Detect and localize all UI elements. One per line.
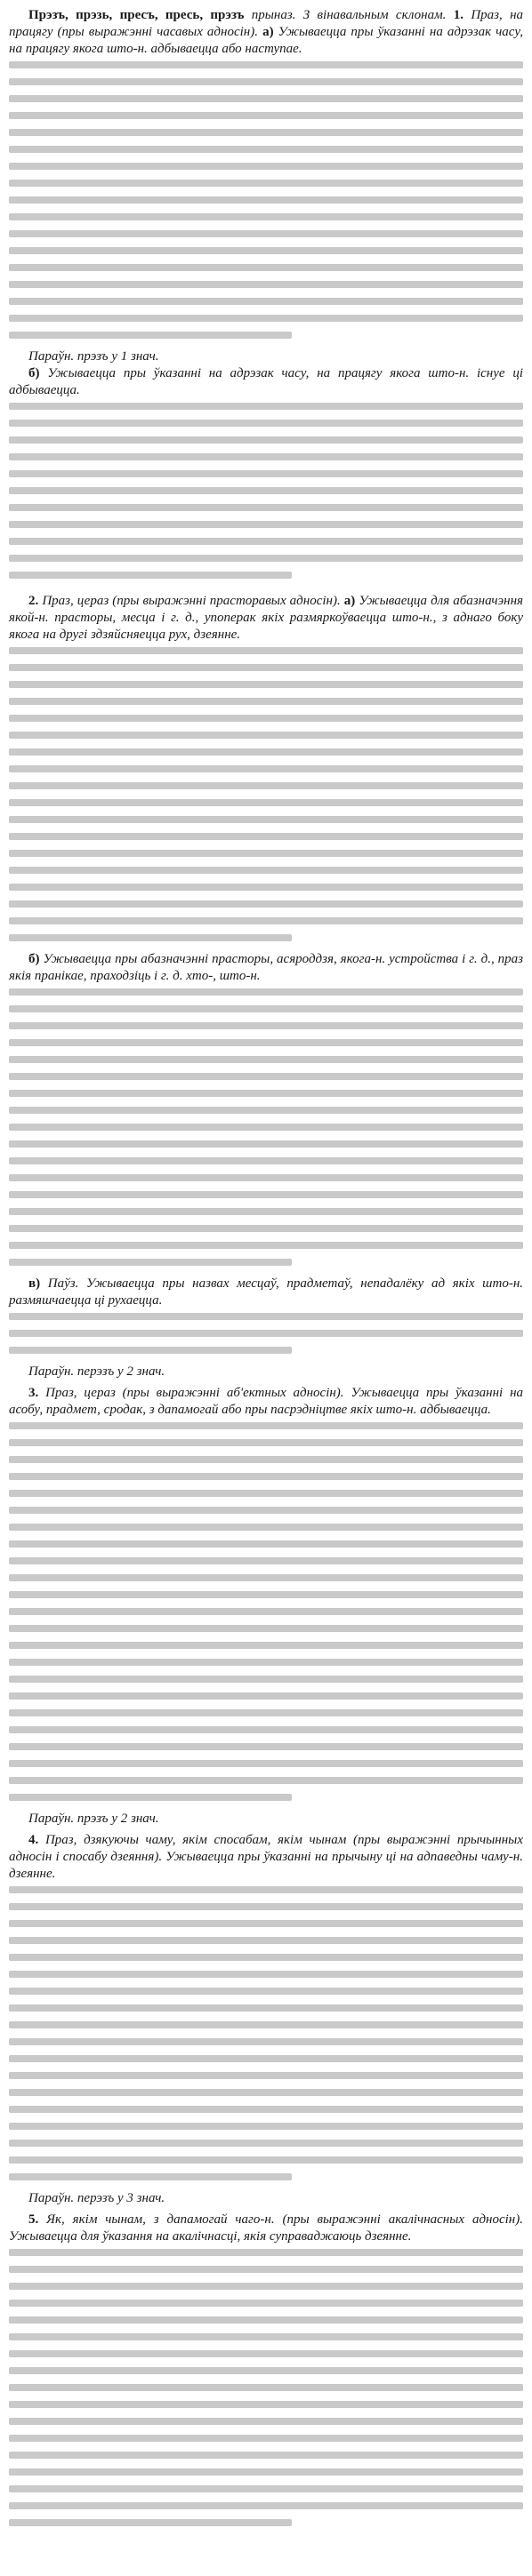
sense-2c-usage: Паўз. Ужываецца пры назвах месцаў, прадметаў, непадалёку ад якіх што-н. размяшчаецца ці рухаецца. [9, 1276, 524, 1308]
sense-4 [9, 1832, 523, 1883]
sense-3 [9, 1385, 523, 1419]
sense-5-number: 5. [28, 2212, 39, 2227]
sense-2b-label: б) [28, 952, 40, 966]
sense-1b-usage: Ужываецца пры ўказанні на адрэзак часу, на працягу якога што-н. існуе ці адбываецца. [9, 366, 524, 397]
sense-3-citations [9, 1422, 523, 1801]
sense-3-gloss: Праз, цераз (пры выражэнні аб'ектных адносін). [45, 1386, 344, 1400]
meta-line-4: Параўн. перэзъ у 3 знач. [28, 2191, 165, 2205]
sense-5 [9, 2212, 523, 2245]
sense-1b-label: б) [28, 366, 40, 380]
sense-2c-citations [9, 1313, 523, 1354]
entry-heading [9, 7, 523, 58]
case-note: З вінавальным склонам. [302, 8, 447, 22]
sense-2c [9, 1276, 523, 1309]
meta-line-3: Параўн. прэзъ у 2 знач. [28, 1812, 159, 1826]
headword: Прэзъ, прэзь, пресъ, пресь, прэзъ [28, 8, 245, 22]
sense-1-number: 1. [453, 8, 463, 22]
meta-line-1: Параўн. прэзъ у 1 знач. [28, 349, 159, 364]
sense-2-gloss: Праз, цераз (пры выражэнні прасторавых адносін). [42, 594, 341, 608]
sense-2b [9, 951, 523, 985]
sense-1b-citations [9, 403, 523, 579]
sense-4-usage: Ужываецца пры ўказанні на прычыну ці на адпаведны чаму-н. дзеянне. [9, 1850, 524, 1881]
sense-1a-citations [9, 61, 523, 339]
sense-4-gloss: Праз, дзякуючы чаму, якім спосабам, якім чынам (пры выражэнні прычынных адносін і спосабу дзеяння). [9, 1833, 523, 1864]
sense-2b-usage: Ужываецца пры абазначэнні прасторы, асяроддзя, якога-н. устройства і г. д., праз якія пранікае, праходзіць і г. д. хто-, што-н. [9, 952, 524, 983]
sense-5-gloss: Як, якім чынам, з дапамогай чаго-н. (пры выражэнні акалічнасных адносін). [46, 2212, 523, 2227]
sense-3-number: 3. [28, 1386, 39, 1400]
sense-1-gloss: Праз, на працягу (пры выражэнні часавых адносін). [9, 8, 524, 39]
meta-line-2: Параўн. перэзъ у 2 знач. [28, 1364, 165, 1379]
sense-2a-usage: Ужываецца для абазначэння якой-н. прасторы, месца і г. д., упоперак якіх размяркоўваецца што-н., з аднаго боку якога на другі здзяйсняецца рух, дзеянне. [9, 594, 524, 642]
sense-3-usage: Ужываецца пры ўказанні на асобу, прадмет, сродак, з дапамогай або пры пасрэдніцтве якіх што-н. адбываецца. [9, 1386, 524, 1417]
sense-5-citations [9, 2249, 523, 2526]
sense-2 [9, 593, 523, 644]
sense-2b-citations [9, 988, 523, 1266]
sense-4-citations [9, 1886, 523, 2180]
sense-4-number: 4. [28, 1833, 39, 1847]
sense-1a-usage: Ужываецца пры ўказанні на адрэзак часу, на працягу якога што-н. адбываецца або наступае. [9, 25, 524, 56]
sense-2-number: 2. [28, 594, 39, 608]
part-of-speech: прыназ. [251, 8, 296, 22]
sense-2c-label: в) [28, 1276, 41, 1291]
sense-5-usage: Ужываецца для ўказання на акалічнасці, якія суправаджаюць дзеянне. [9, 2229, 412, 2244]
sense-1a-label: а) [262, 25, 274, 39]
sense-2a-citations [9, 647, 523, 941]
sense-1b [9, 365, 523, 399]
sense-2a-label: а) [343, 594, 356, 608]
